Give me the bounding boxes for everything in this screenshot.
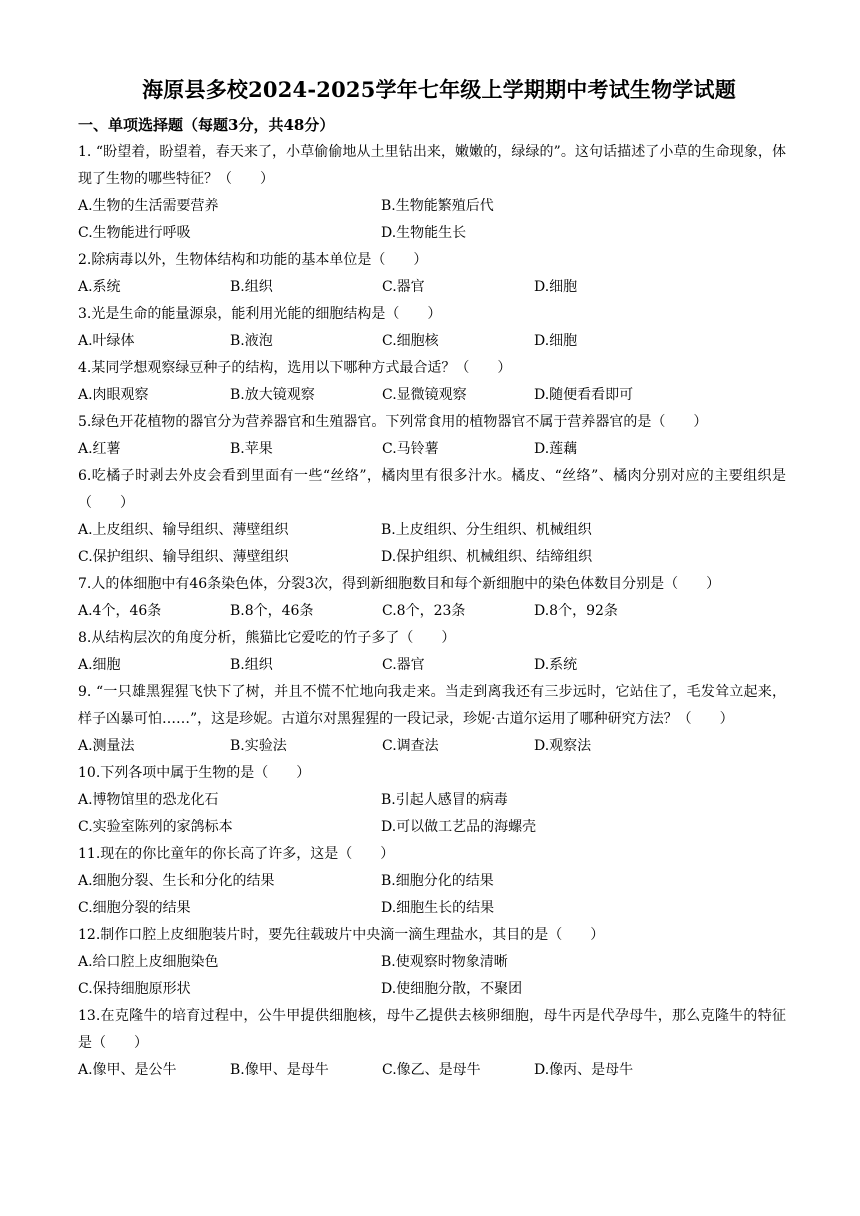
question-text: 8.从结构层次的角度分析，熊猫比它爱吃的竹子多了（ ） [78,630,456,646]
option-c: C.实验室陈列的家鸽标本 [78,819,233,835]
question-item [78,247,800,301]
option-list [78,274,800,301]
option-d: D.细胞 [534,333,578,349]
option-b: B.上皮组织、分生组织、机械组织 [381,522,592,538]
option-a: A.肉眼观察 [78,387,149,403]
question-item [78,679,800,760]
option-a: A.4个，46条 [78,603,162,619]
option-b: B.像甲、是母牛 [230,1062,329,1078]
option-c: C.生物能进行呼吸 [78,225,191,241]
option-d: D.系统 [534,657,578,673]
question-item [78,1003,800,1084]
option-a: A.细胞 [78,657,121,673]
option-d: D.8个，92条 [534,603,618,619]
option-d: D.像丙、是母牛 [534,1062,634,1078]
option-a: A.给口腔上皮细胞染色 [78,954,219,970]
option-b: B.苹果 [230,441,273,457]
option-list [78,328,800,355]
question-item [78,139,800,247]
option-b: B.液泡 [230,333,273,349]
question-item [78,841,800,922]
option-a: A.系统 [78,279,121,295]
option-list [78,733,800,760]
question-text: 7.人的体细胞中有46条染色体，分裂3次，得到新细胞数目和每个新细胞中的染色体数目分别是（ ） [78,576,721,592]
option-c: C.像乙、是母牛 [382,1062,481,1078]
option-d: D.使细胞分散，不聚团 [381,981,523,997]
option-b: B.组织 [230,657,273,673]
option-list [78,382,800,409]
question-text: 9. “一只雄黑猩猩飞快下了树，并且不慌不忙地向我走来。当走到离我还有三步远时，它站住了，毛发耸立起来，样子凶暴可怕……”，这是珍妮。古道尔对黑猩猩的一段记录，珍妮·古道尔运用了哪种研究方法？（ ） [78,684,786,727]
option-b: B.实验法 [230,738,287,754]
question-text: 13.在克隆牛的培育过程中，公牛甲提供细胞核，母牛乙提供去核卵细胞，母牛丙是代孕母牛，那么克隆牛的特征是（ ） [78,1008,786,1051]
option-d: D.观察法 [534,738,592,754]
option-b: B.生物能繁殖后代 [381,198,494,214]
question-text: 6.吃橘子时剥去外皮会看到里面有一些“丝络”，橘肉里有很多汁水。橘皮、“丝络”、橘肉分别对应的主要组织是（ ） [78,468,786,511]
option-list [78,1057,800,1084]
question-item [78,625,800,679]
option-d: D.莲藕 [534,441,578,457]
question-item [78,463,800,571]
question-item [78,922,800,1003]
option-a: A.红薯 [78,441,121,457]
option-c: C.细胞核 [382,333,439,349]
option-a: A.叶绿体 [78,333,135,349]
section-heading: 一、单项选择题（每题3分，共48分） [78,116,335,134]
option-list [78,436,800,463]
option-c: C.马铃薯 [382,441,439,457]
exam-title: 海原县多校2024-2025学年七年级上学期期中考试生物学试题 [142,77,736,102]
option-a: A.像甲、是公牛 [78,1062,177,1078]
option-c: C.器官 [382,657,425,673]
option-list [78,949,800,1003]
option-list [78,787,800,841]
option-c: C.细胞分裂的结果 [78,900,191,916]
option-c: C.显微镜观察 [382,387,467,403]
option-b: B.8个，46条 [230,603,314,619]
option-b: B.组织 [230,279,273,295]
question-item [78,760,800,841]
question-text: 2.除病毒以外，生物体结构和功能的基本单位是（ ） [78,252,428,268]
option-c: C.8个，23条 [382,603,466,619]
question-text: 12.制作口腔上皮细胞装片时，要先往载玻片中央滴一滴生理盐水，其目的是（ ） [78,927,605,943]
question-text: 5.绿色开花植物的器官分为营养器官和生殖器官。下列常食用的植物器官不属于营养器官的是（ ） [78,414,708,430]
option-list [78,652,800,679]
question-text: 4.某同学想观察绿豆种子的结构，选用以下哪种方式最合适？（ ） [78,360,512,376]
question-item [78,301,800,355]
question-text: 10.下列各项中属于生物的是（ ） [78,765,311,781]
option-c: C.保护组织、输导组织、薄壁组织 [78,549,289,565]
option-list [78,868,800,922]
option-c: C.调查法 [382,738,439,754]
option-list [78,598,800,625]
option-d: D.可以做工艺品的海螺壳 [381,819,537,835]
option-d: D.细胞 [534,279,578,295]
option-c: C.保持细胞原形状 [78,981,191,997]
option-d: D.生物能生长 [381,225,467,241]
option-a: A.测量法 [78,738,135,754]
option-b: B.细胞分化的结果 [381,873,494,889]
option-a: A.细胞分裂、生长和分化的结果 [78,873,275,889]
question-item [78,355,800,409]
question-text: 3.光是生命的能量源泉，能利用光能的细胞结构是（ ） [78,306,442,322]
question-text: 11.现在的你比童年的你长高了许多，这是（ ） [78,846,395,862]
option-list [78,193,800,247]
question-item [78,409,800,463]
option-a: A.上皮组织、输导组织、薄壁组织 [78,522,289,538]
question-item [78,571,800,625]
question-text: 1. “盼望着，盼望着，春天来了，小草偷偷地从土里钻出来，嫩嫩的，绿绿的”。这句话描述了小草的生命现象，体现了生物的哪些特征？（ ） [78,144,786,187]
option-b: B.使观察时物象清晰 [381,954,508,970]
option-d: D.细胞生长的结果 [381,900,495,916]
option-d: D.保护组织、机械组织、结缔组织 [381,549,593,565]
option-a: A.生物的生活需要营养 [78,198,219,214]
option-a: A.博物馆里的恐龙化石 [78,792,219,808]
option-list [78,517,800,571]
option-d: D.随便看看即可 [534,387,634,403]
option-c: C.器官 [382,279,425,295]
option-b: B.引起人感冒的病毒 [381,792,508,808]
option-b: B.放大镜观察 [230,387,315,403]
